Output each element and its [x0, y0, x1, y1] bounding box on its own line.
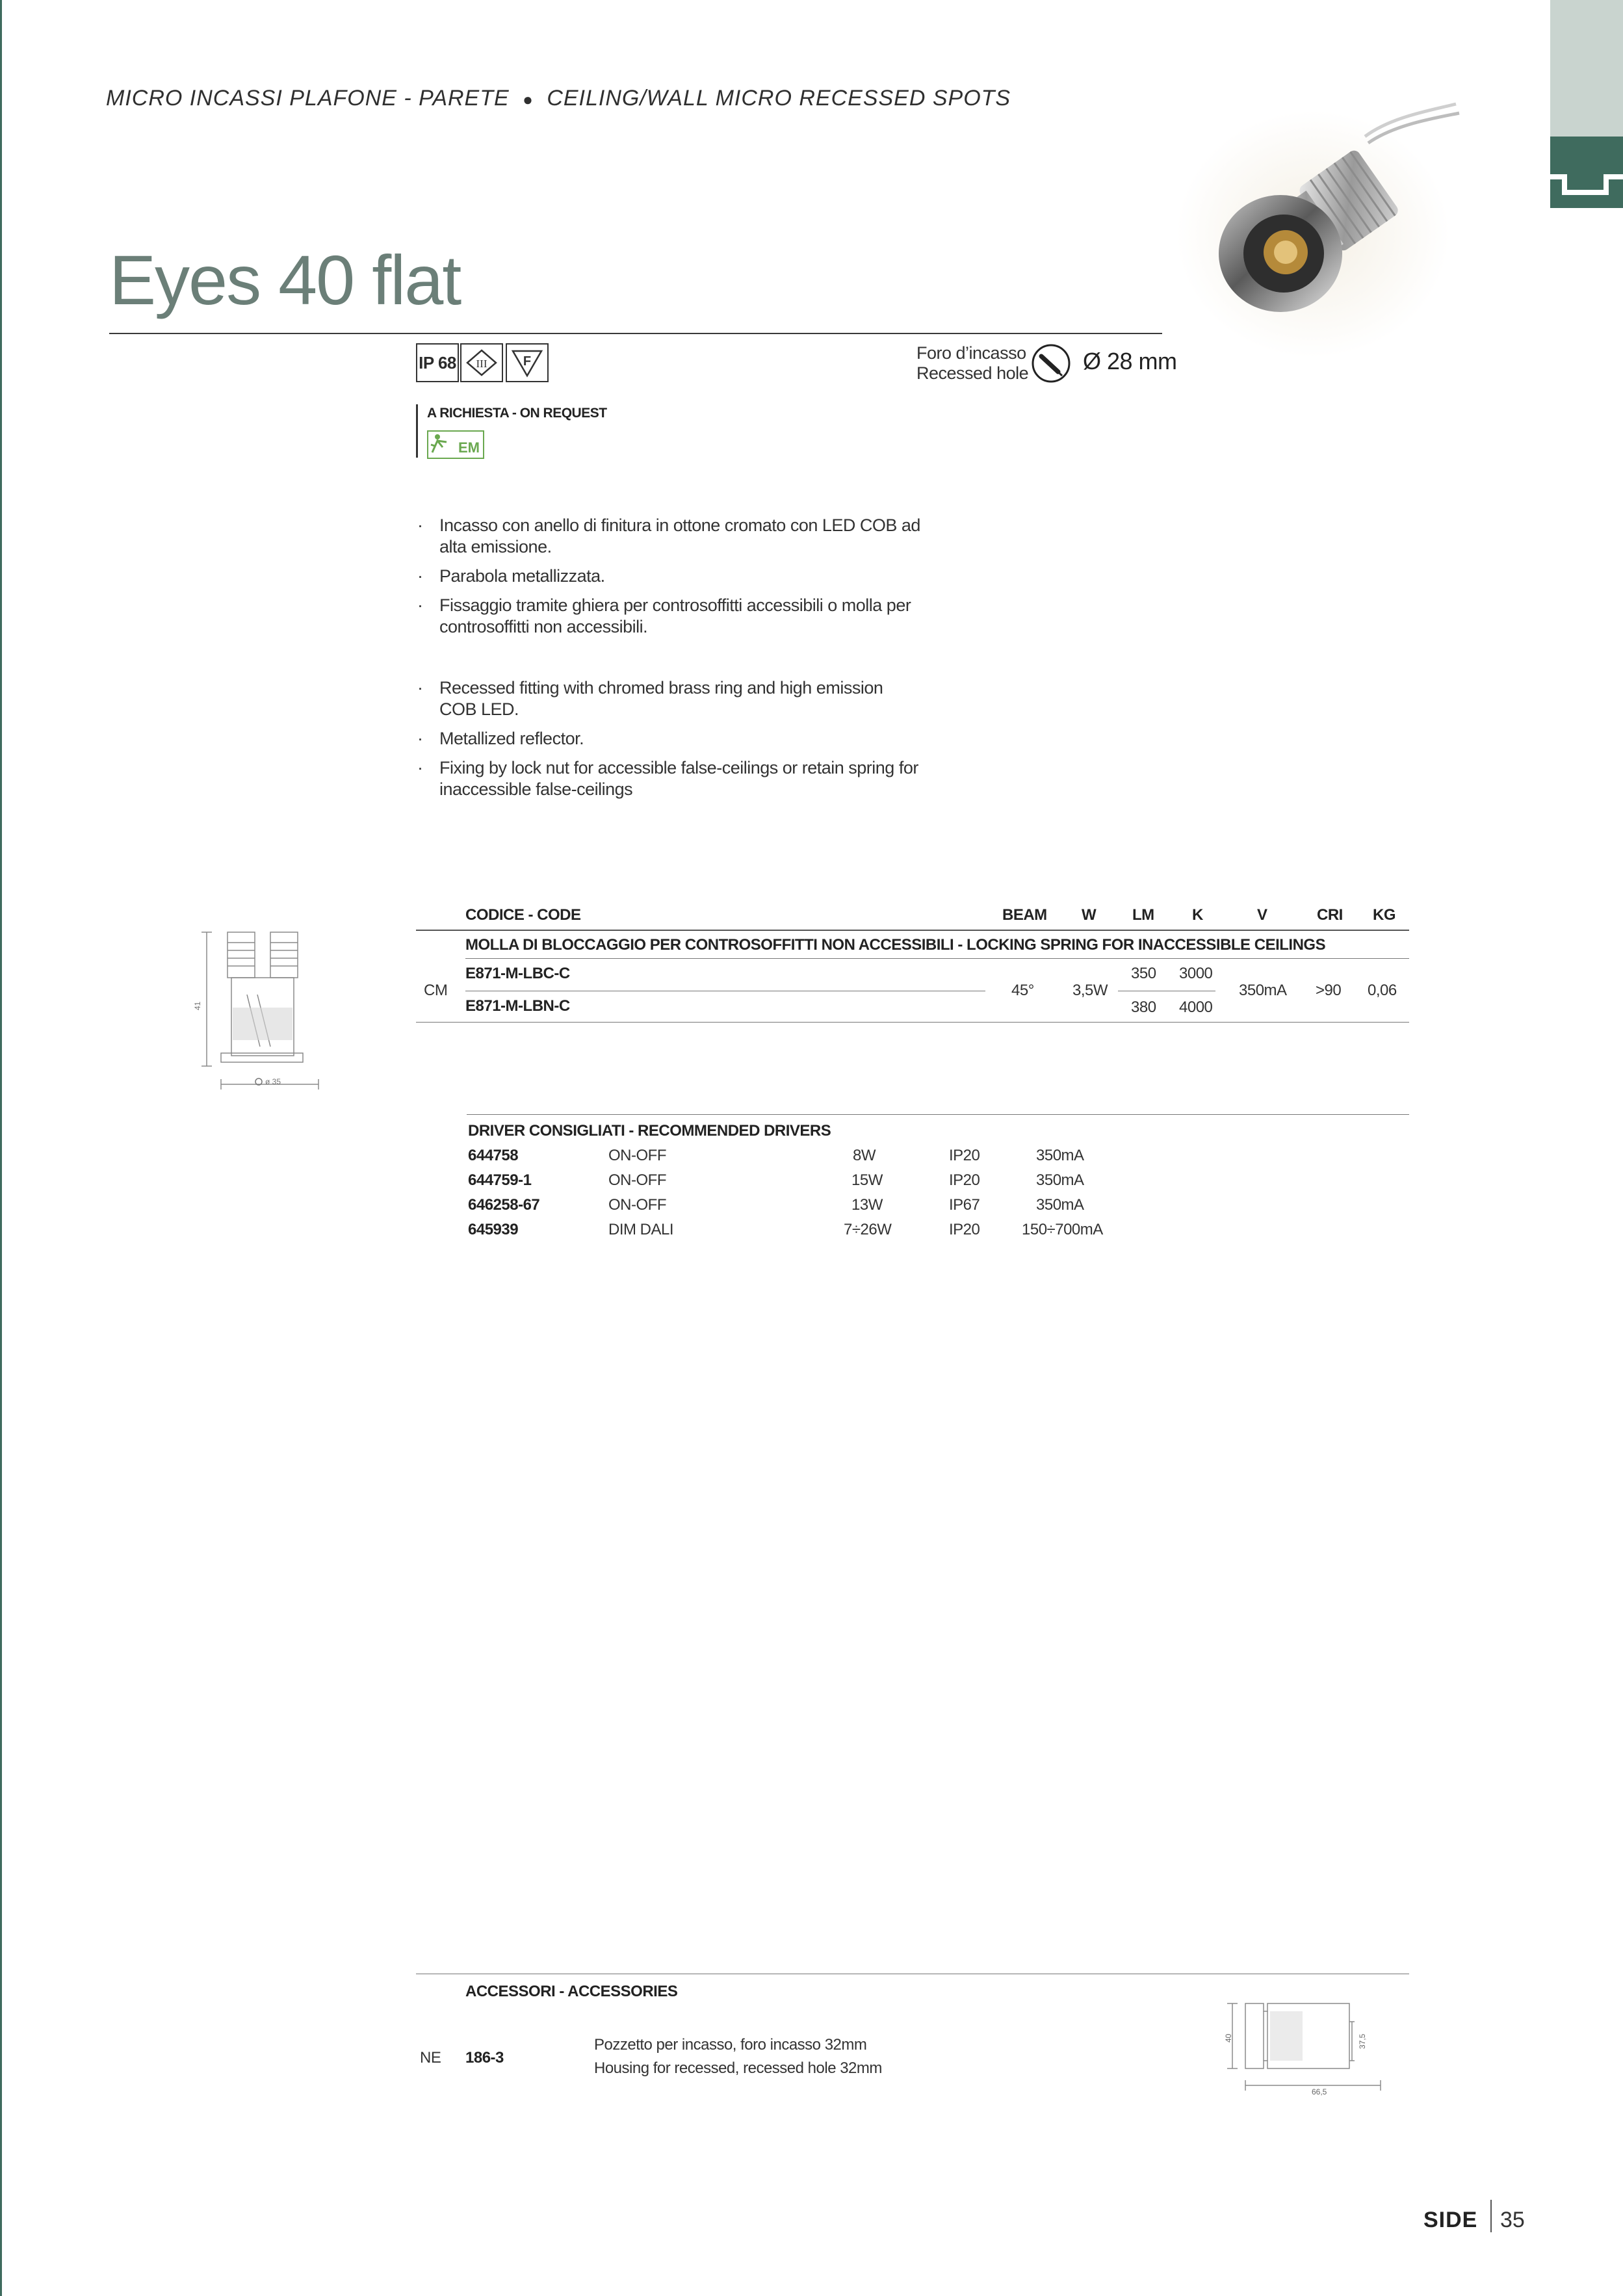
product-photo: [1170, 91, 1469, 364]
on-request-label: A RICHIESTA - ON REQUEST: [427, 406, 607, 421]
section-rule: [465, 958, 1409, 959]
f-mark-icon: [506, 343, 549, 382]
brand-label: SIDE: [1423, 2208, 1478, 2232]
category-header: MICRO INCASSI PLAFONE - PARETE ● CEILING/WALL MICRO RECESSED SPOTS: [106, 86, 1011, 111]
svg-text:ø 35: ø 35: [265, 1077, 281, 1086]
header-v: V: [1257, 906, 1267, 924]
driver-current: 350mA: [1036, 1171, 1084, 1189]
description-item: · Parabola metallizzata.: [416, 566, 923, 587]
finish-code: CM: [424, 982, 448, 999]
weight-value: 0,06: [1368, 982, 1397, 999]
driver-code: 644758: [468, 1147, 519, 1164]
watt-value: 3,5W: [1072, 982, 1108, 999]
drivers-title: DRIVER CONSIGLIATI - RECOMMENDED DRIVERS: [468, 1122, 831, 1140]
description-italian: [416, 515, 923, 646]
driver-ip: IP67: [949, 1196, 980, 1214]
class-three-icon: [460, 343, 503, 382]
header-cri: CRI: [1317, 906, 1343, 924]
accessory-desc-en: Housing for recessed, recessed hole 32mm: [594, 2059, 882, 2077]
driver-code: 644759-1: [468, 1171, 532, 1189]
driver-power: 8W: [853, 1147, 876, 1164]
kelvin-value: 4000: [1179, 998, 1213, 1016]
page-left-rule: [0, 0, 2, 2296]
driver-type: ON-OFF: [608, 1196, 666, 1214]
accessory-code: 186-3: [465, 2049, 504, 2067]
section-tab-light: [1550, 0, 1623, 137]
accessory-desc-it: Pozzetto per incasso, foro incasso 32mm: [594, 2036, 867, 2054]
header-lm: LM: [1132, 906, 1154, 924]
description-item: · Recessed fitting with chromed brass ring and high emission COB LED.: [416, 677, 923, 720]
accessory-finish: NE: [420, 2049, 441, 2067]
cri-value: >90: [1316, 982, 1342, 999]
product-code: E871-M-LBN-C: [465, 997, 570, 1015]
table-bottom-rule: [416, 1022, 1409, 1023]
driver-code: 646258-67: [468, 1196, 540, 1214]
accessories-title: ACCESSORI - ACCESSORIES: [465, 1983, 678, 2000]
header-code: CODICE - CODE: [465, 906, 581, 924]
description-item: · Incasso con anello di finitura in ottone cromato con LED COB ad alta emissione.: [416, 515, 923, 558]
driver-power: 13W: [851, 1196, 883, 1214]
beam-value: 45°: [1011, 982, 1034, 999]
driver-current: 350mA: [1036, 1147, 1084, 1164]
drill-hole-icon: [1031, 343, 1071, 384]
header-kg: KG: [1373, 906, 1396, 924]
driver-type: DIM DALI: [608, 1221, 674, 1238]
svg-text:66,5: 66,5: [1312, 2087, 1327, 2096]
recess-hole-value: Ø 28 mm: [1083, 348, 1177, 374]
lumen-value: 350: [1131, 965, 1156, 982]
driver-power: 15W: [851, 1171, 883, 1189]
svg-text:40: 40: [1224, 2033, 1233, 2042]
description-item: · Metallized reflector.: [416, 728, 923, 750]
driver-type: ON-OFF: [608, 1171, 666, 1189]
driver-ip: IP20: [949, 1171, 980, 1189]
product-code: E871-M-LBC-C: [465, 965, 570, 982]
svg-text:37,5: 37,5: [1358, 2033, 1367, 2049]
svg-text:F: F: [523, 354, 532, 369]
ceiling-recess-icon: [1550, 137, 1623, 208]
header-k: K: [1192, 906, 1203, 924]
driver-ip: IP20: [949, 1147, 980, 1164]
description-item: · Fixing by lock nut for accessible false-ceilings or retain spring for inaccessible false-ceilings: [416, 757, 923, 800]
technical-drawing: [195, 923, 338, 1099]
driver-current: 150÷700mA: [1022, 1221, 1103, 1238]
driver-power: 7÷26W: [844, 1221, 892, 1238]
ip68-badge: IP 68: [416, 343, 459, 382]
driver-ip: IP20: [949, 1221, 980, 1238]
svg-text:EM: EM: [458, 439, 480, 456]
header-w: W: [1082, 906, 1097, 924]
page-number: 35: [1500, 2208, 1525, 2232]
drivers-top-rule: [467, 1114, 1409, 1115]
section-tab-dark: [1550, 137, 1623, 208]
kelvin-value: 3000: [1179, 965, 1213, 982]
current-value: 350mA: [1239, 982, 1287, 999]
table-top-rule: [416, 930, 1409, 931]
product-title: Eyes 40 flat: [109, 241, 461, 319]
driver-current: 350mA: [1036, 1196, 1084, 1214]
footer-separator: [1490, 2200, 1492, 2232]
description-english: [416, 677, 923, 808]
lumen-value: 380: [1131, 998, 1156, 1016]
accessory-drawing: [1222, 1996, 1391, 2106]
recess-hole-label: Foro d’incasso Recessed hole: [916, 343, 1029, 383]
driver-type: ON-OFF: [608, 1147, 666, 1164]
title-rule: [109, 333, 1162, 334]
description-item: · Fissaggio tramite ghiera per controsoffitti accessibili o molla per controsoffitti non accessibili.: [416, 595, 923, 638]
header-beam: BEAM: [1002, 906, 1047, 924]
on-request-bar: [416, 404, 418, 458]
svg-text:41: 41: [193, 1001, 202, 1010]
svg-text:III: III: [476, 358, 487, 370]
section-label: MOLLA DI BLOCCAGGIO PER CONTROSOFFITTI NON ACCESSIBILI - LOCKING SPRING FOR INACCESSIBLE CEILINGS: [465, 936, 1326, 954]
driver-code: 645939: [468, 1221, 519, 1238]
emergency-em-icon: [427, 430, 484, 459]
